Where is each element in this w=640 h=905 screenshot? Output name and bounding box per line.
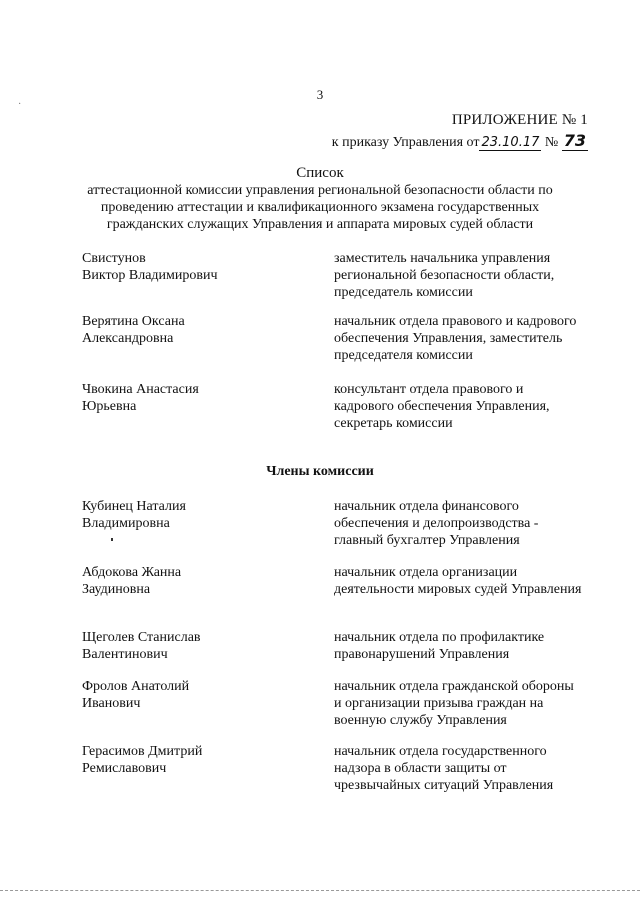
appendix-title: ПРИЛОЖЕНИЕ № 1 (451, 112, 588, 128)
person-name (82, 313, 312, 347)
appendix-order-line (332, 132, 588, 151)
order-number-handwritten: 73 (563, 131, 586, 150)
order-number-label: № (544, 135, 559, 150)
person-name (82, 629, 312, 663)
person-name (82, 381, 312, 415)
person-given-name: Ремиславович (82, 761, 167, 776)
person-position: начальник отдела по профилактике правонарушений Управления (334, 630, 545, 662)
person-surname: Фролов Анатолий (82, 679, 190, 694)
order-date-handwritten: 23.10.17 (481, 135, 540, 150)
person-surname: Кубинец Наталия (82, 499, 186, 514)
scan-edge-line (0, 890, 640, 891)
person-surname: Герасимов Дмитрий (82, 744, 203, 759)
person-surname: Чвокина Анастасия (82, 382, 199, 397)
person-position: начальник отдела государственного надзора в области защиты от чрезвычайных ситуаций Управления (334, 744, 554, 793)
person-name (82, 743, 312, 777)
person-surname: Верятина Оксана (82, 314, 185, 329)
person-given-name: Заудиновна (82, 582, 151, 597)
list-subtitle: аттестационной комиссии управления региональной безопасности области по проведению аттестации и квалификационного экзамена государственных гражданских служащих Управления и аппарата мировых судей области (87, 183, 553, 232)
person-given-name: Владимировна (82, 516, 170, 531)
person-position: начальник отдела правового и кадрового обеспечения Управления, заместитель председателя комиссии (334, 314, 577, 363)
person-name (82, 250, 312, 284)
person-name (82, 678, 312, 712)
person-surname: Абдокова Жанна (82, 565, 182, 580)
person-given-name: Иванович (82, 696, 141, 711)
scan-speck (111, 538, 113, 541)
person-given-name: Юрьевна (82, 399, 137, 414)
person-position: начальник отдела организации деятельности мировых судей Управления (334, 565, 582, 597)
person-position: заместитель начальника управления региональной безопасности области, председатель комиссии (334, 251, 555, 300)
person-surname: Свистунов (82, 251, 146, 266)
person-name (82, 498, 312, 532)
person-given-name: Александровна (82, 331, 174, 346)
members-heading: Члены комиссии (266, 464, 374, 479)
person-given-name: Виктор Владимирович (82, 268, 218, 283)
list-heading: Список (296, 165, 344, 181)
person-position: начальник отдела гражданской обороны и организации призыва граждан на военную службу Управления (334, 679, 574, 728)
scan-mark: · (18, 99, 22, 110)
person-surname: Щеголев Станислав (82, 630, 201, 645)
person-name (82, 564, 312, 598)
page-number: 3 (316, 87, 324, 102)
person-position: начальник отдела финансового обеспечения и делопроизводства - главный бухгалтер Управления (334, 499, 539, 548)
person-position: консультант отдела правового и кадрового обеспечения Управления, секретарь комиссии (334, 382, 550, 431)
order-prefix: к приказу Управления от (331, 135, 480, 150)
person-given-name: Валентинович (82, 647, 168, 662)
